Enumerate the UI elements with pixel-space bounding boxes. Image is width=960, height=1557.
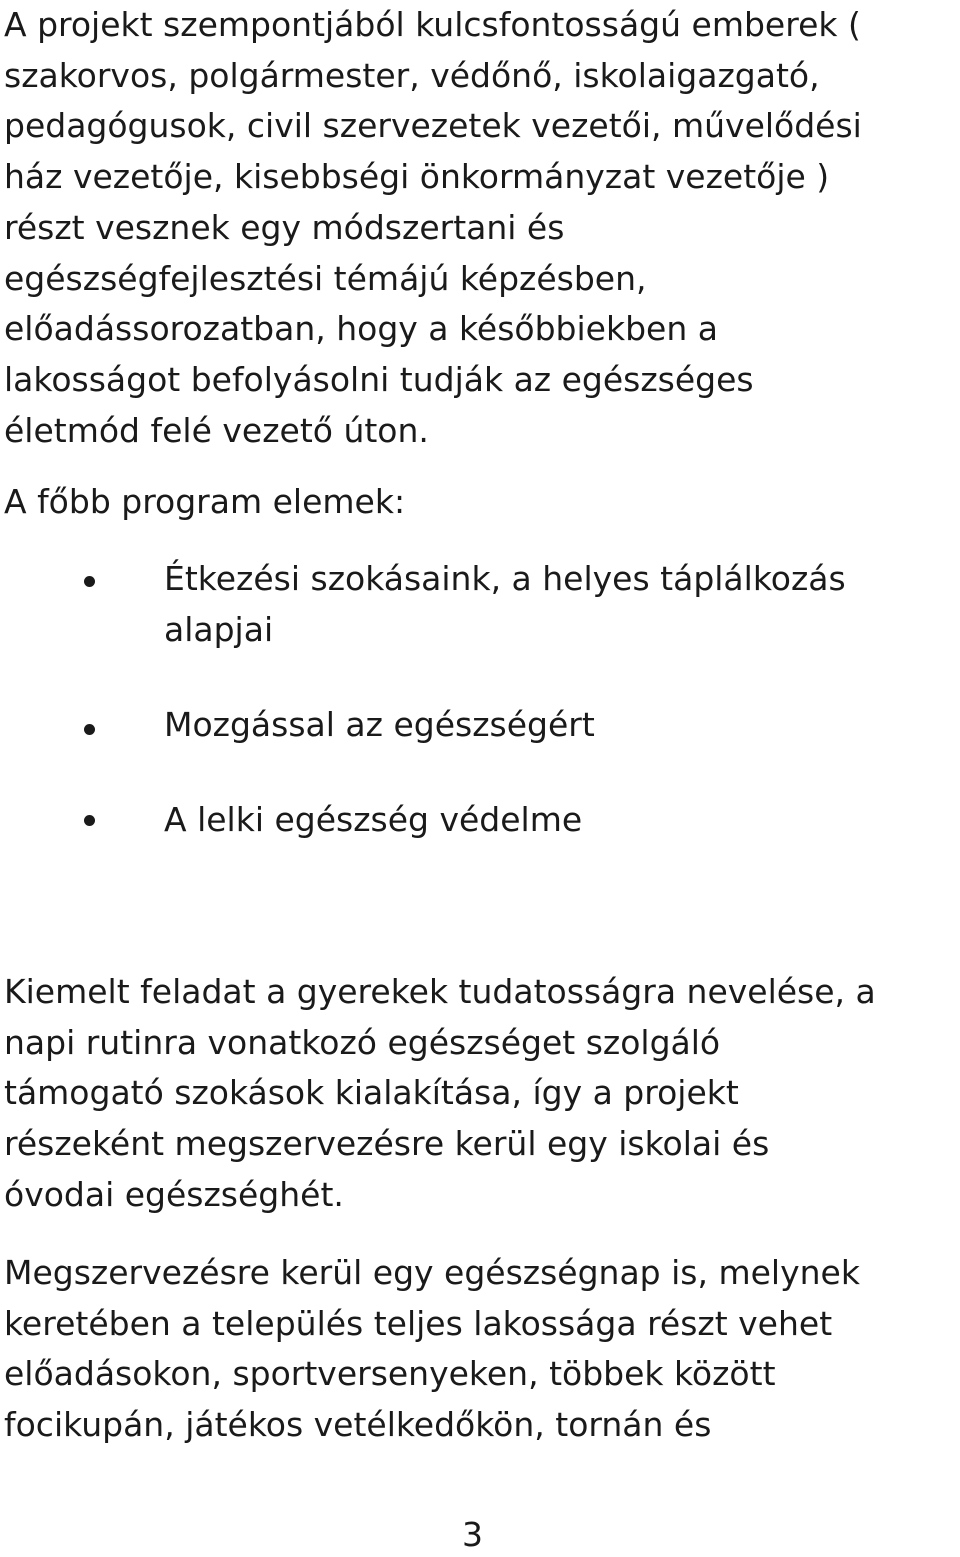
paragraph-line: előadássorozatban, hogy a későbbiekben a xyxy=(4,309,718,349)
bullet-icon xyxy=(84,724,95,735)
list-item-text xyxy=(164,554,846,655)
paragraph-line: szakorvos, polgármester, védőnő, iskolaigazgató, xyxy=(4,55,820,95)
paragraph-line: keretében a település teljes lakossága részt vehet xyxy=(4,1303,833,1343)
bullet-icon xyxy=(84,576,95,587)
paragraph-line: focikupán, játékos vetélkedőkön, tornán és xyxy=(4,1405,712,1445)
paragraph-line: támogató szokások kialakítása, így a projekt xyxy=(4,1073,739,1113)
paragraph-line: óvodai egészséghét. xyxy=(4,1174,344,1214)
paragraph-line: napi rutinra vonatkozó egészséget szolgáló xyxy=(4,1022,721,1062)
task-paragraph xyxy=(4,967,876,1221)
list-item-line: alapjai xyxy=(164,609,274,649)
paragraph-line: részeként megszervezésre kerül egy iskolai és xyxy=(4,1124,770,1164)
program-heading: A főbb program elemek: xyxy=(4,482,406,521)
list-item-line: Étkezési szokásaink, a helyes táplálkozás xyxy=(164,559,846,598)
page-number: 3 xyxy=(462,1515,483,1554)
list-item-line: Mozgással az egészségért xyxy=(164,705,595,744)
list-item-text xyxy=(164,700,595,751)
paragraph-line: előadásokon, sportversenyeken, többek között xyxy=(4,1354,776,1394)
paragraph-line: Megszervezésre kerül egy egészségnap is, melynek xyxy=(4,1253,860,1292)
bullet-icon xyxy=(84,815,95,826)
paragraph-line: pedagógusok, civil szervezetek vezetői, művelődési xyxy=(4,106,862,146)
paragraph-line: A projekt szempontjából kulcsfontosságú emberek ( xyxy=(4,5,861,44)
intro-paragraph xyxy=(4,0,862,456)
paragraph-line: lakosságot befolyásolni tudják az egészséges xyxy=(4,359,754,399)
paragraph-line: egészségfejlesztési témájú képzésben, xyxy=(4,258,647,298)
health-day-paragraph xyxy=(4,1248,860,1451)
paragraph-line: részt vesznek egy módszertani és xyxy=(4,207,565,247)
list-item-line: A lelki egészség védelme xyxy=(164,800,583,839)
paragraph-line: ház vezetője, kisebbségi önkormányzat vezetője ) xyxy=(4,157,830,197)
paragraph-line: Kiemelt feladat a gyerekek tudatosságra nevelése, a xyxy=(4,972,876,1011)
paragraph-line: életmód felé vezető úton. xyxy=(4,410,429,450)
list-item-text xyxy=(164,795,582,846)
